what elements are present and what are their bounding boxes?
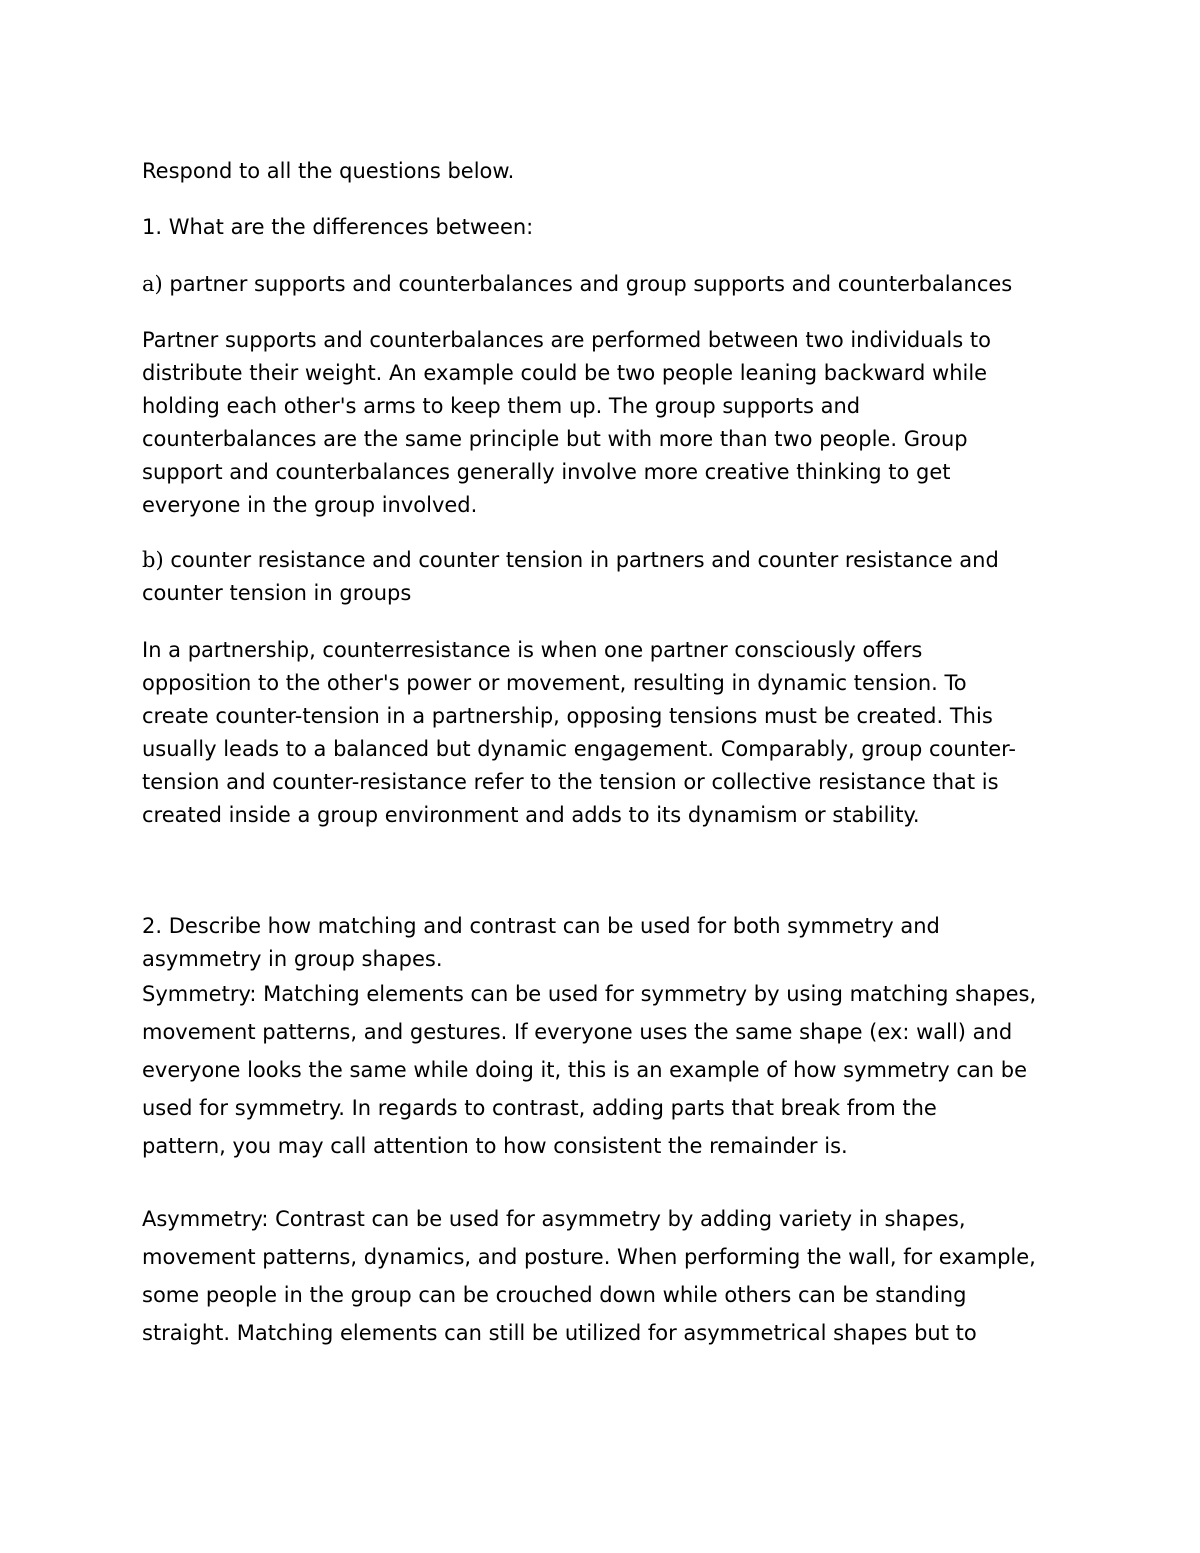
answer-2-asymmetry: Asymmetry: Contrast can be used for asymmetry by adding variety in shapes, movement patterns, dynamics, and posture. When performing the wall, for example, some people in the group can be crouched down while others can be standing straight. Matching elements can still be utilized for asymmetrical shapes but to bbox=[142, 1207, 1036, 1345]
intro-text: Respond to all the questions below. bbox=[142, 159, 515, 183]
answer-1a: Partner supports and counterbalances are performed between two individuals to distribute their weight. An example could be two people leaning backward while holding each other's arms to keep them up. The group supports and counterbalances are the same principle but with more than two people. Group support and counterbalances generally involve more creative thinking to get everyone in the group involved. bbox=[142, 328, 991, 517]
question-2: 2. Describe how matching and contrast can be used for both symmetry and asymmetry in group shapes. bbox=[142, 914, 940, 971]
answer-2-symmetry: Symmetry: Matching elements can be used for symmetry by using matching shapes, movement patterns, and gestures. If everyone uses the same shape (ex: wall) and everyone looks the same while doing it, this is an example of how symmetry can be used for symmetry. In regards to contrast, adding parts that break from the pattern, you may call attention to how consistent the remainder is. bbox=[142, 982, 1037, 1158]
answer-1b: In a partnership, counterresistance is when one partner consciously offers opposition to the other's power or movement, resulting in dynamic tension. To create counter-tension in a partnership, opposing tensions must be created. This usually leads to a balanced but dynamic engagement. Comparably, group counter- tension and counter-resistance refer to the tension or collective resistance that is created inside a group environment and adds to its dynamism or stability. bbox=[142, 638, 1017, 827]
question-1a-prompt: a) partner supports and counterbalances and group supports and counterbalances bbox=[142, 272, 1013, 296]
item-label-b: b) bbox=[142, 548, 164, 572]
item-label-a: a) bbox=[142, 272, 163, 296]
question-1b-prompt: b) counter resistance and counter tension in partners and counter resistance and counter tension in groups bbox=[142, 548, 999, 605]
question-1: 1. What are the differences between: bbox=[142, 215, 534, 239]
